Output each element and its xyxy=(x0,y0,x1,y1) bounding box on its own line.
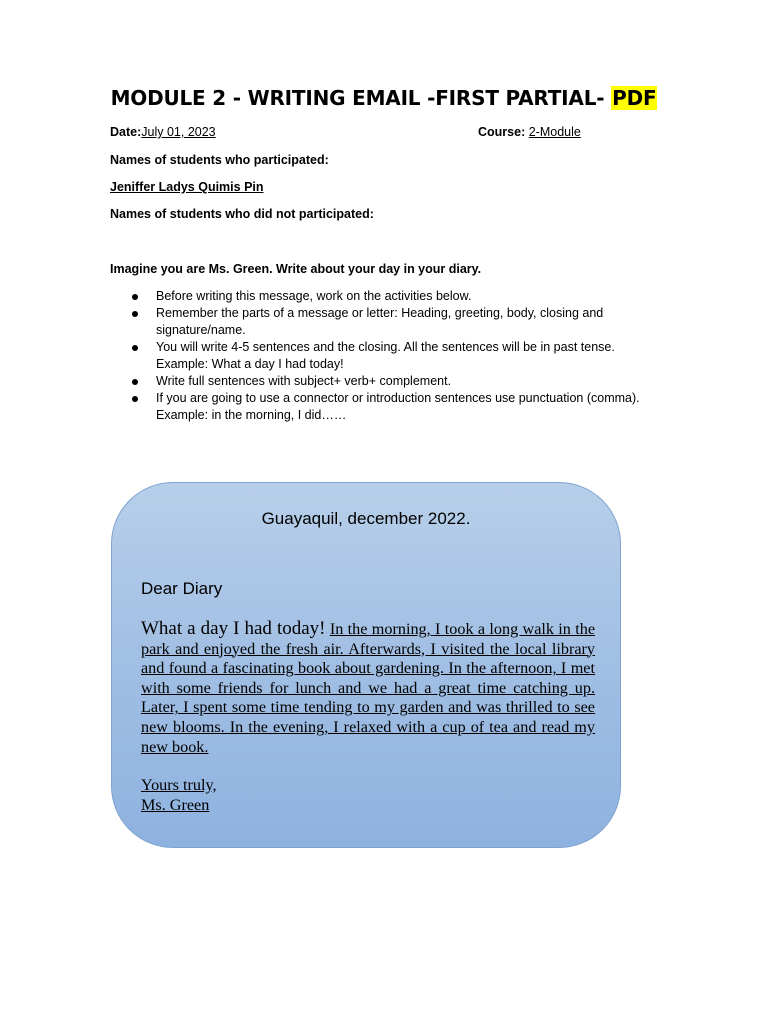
list-item-text: Before writing this message, work on the activities below. xyxy=(156,289,472,303)
list-item xyxy=(110,373,650,390)
date-row xyxy=(110,125,257,139)
list-item xyxy=(110,339,650,373)
diary-body-lead: What a day I had today! xyxy=(141,618,326,639)
diary-entry-box xyxy=(111,482,621,848)
diary-signature: Ms. Green xyxy=(141,795,210,814)
student-name: Jeniffer Ladys Quimis Pin xyxy=(110,180,264,194)
bullet-icon xyxy=(132,379,138,385)
list-item-text: Remember the parts of a message or letter: Heading, greeting, body, closing and signature/name. xyxy=(156,306,604,337)
course-row xyxy=(478,125,581,139)
instruction-list xyxy=(110,288,650,424)
not-participated-label: Names of students who did not participated: xyxy=(110,207,374,221)
list-item xyxy=(110,305,650,339)
list-item xyxy=(110,288,650,305)
bullet-icon xyxy=(132,345,138,351)
bullet-icon xyxy=(132,311,138,317)
diary-body xyxy=(141,619,595,757)
course-label: Course: xyxy=(478,125,526,139)
bullet-icon xyxy=(132,294,138,300)
date-value: July 01, 2023 xyxy=(141,125,216,139)
document-title xyxy=(0,86,768,110)
list-item xyxy=(110,390,650,424)
pdf-highlight-label: PDF xyxy=(612,86,657,110)
course-value: 2-Module xyxy=(528,125,581,139)
bullet-icon xyxy=(132,396,138,402)
instruction-heading: Imagine you are Ms. Green. Write about your day in your diary. xyxy=(110,262,482,276)
list-item-text: You will write 4-5 sentences and the closing. All the sentences will be in past tense. Example: What a day I had today! xyxy=(156,340,615,371)
diary-closing-block xyxy=(141,776,217,815)
list-item-text: Write full sentences with subject+ verb+ complement. xyxy=(156,374,452,388)
diary-body-text: In the morning, I took a long walk in the park and enjoyed the fresh air. Afterwards, I visited the local library and found a fascinating book about gardening. In the afternoon, I met with some friends for lunch and we had a great time catching up. Later, I spent some time tending to my garden and was thrilled to see new blooms. In the evening, I relaxed with a cup of tea and read my new book. xyxy=(141,620,596,756)
diary-place-date: Guayaquil, december 2022. xyxy=(261,509,471,528)
list-item-text: If you are going to use a connector or introduction sentences use punctuation (comma). Example: in the morning, I did…… xyxy=(156,391,640,422)
diary-closing: Yours truly, xyxy=(141,776,217,794)
participated-label: Names of students who participated: xyxy=(110,153,329,167)
diary-greeting: Dear Diary xyxy=(141,579,223,598)
date-label: Date: xyxy=(110,125,142,139)
document-title-main: MODULE 2 - WRITING EMAIL -FIRST PARTIAL- xyxy=(110,86,605,110)
